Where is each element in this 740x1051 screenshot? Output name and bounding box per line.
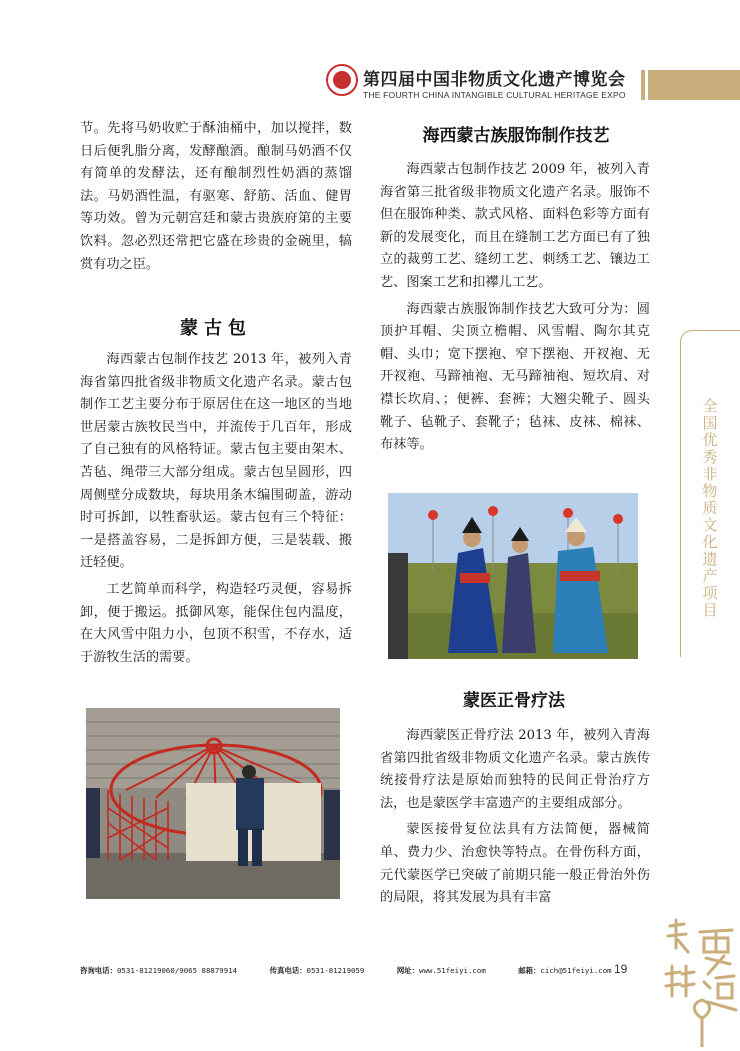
paragraph: 海西蒙古包制作技艺 2009 年，被列入青海省第三批省级非物质文化遗产名录。服饰不但在服饰种类、款式风格、面料色彩等方面有新的发展变化，而且在缝制工艺方面已有了独立的裁剪工艺、缝纫工艺、刺绣工艺、镶边工艺、图案工艺和扣襻儿工艺。 <box>380 162 650 290</box>
header-subtitle: THE FOURTH CHINA INTANGIBLE CULTURAL HERITAGE EXPO <box>363 90 626 100</box>
section-title-bone-setting: 蒙医正骨疗法 <box>463 691 565 711</box>
side-tab-label: 全国优秀非物质文化遗产项目 <box>702 397 718 619</box>
yurt-construction-photo <box>86 708 340 899</box>
footer-contact <box>80 965 640 976</box>
section-title-yurt: 蒙古包 <box>180 318 252 339</box>
section-title-costume: 海西蒙古族服饰制作技艺 <box>422 126 610 146</box>
expo-logo-icon <box>326 64 358 96</box>
fax-label: 传真电话： <box>269 966 307 975</box>
paragraph: 海西蒙古族服饰制作技艺大致可分为：圆顶护耳帽、尖顶立檐帽、风雪帽、陶尔其克帽、头巾；宽下摆袍、窄下摆袍、开衩袍、无开衩袍、马蹄袖袍、无马蹄袖袍、短坎肩、对襟长坎肩、；便裤、套裤；大翘尖靴子、圆头靴子、毡靴子、套靴子；毡袜、皮袜、棉袜、布袜等。 <box>380 301 650 453</box>
email-label: 邮箱： <box>518 966 541 975</box>
paragraph: 节。先将马奶收贮于酥油桶中，加以搅拌，数日后便乳脂分离，发酵酿酒。酿制马奶酒不仅有简单的发酵法，还有酿制烈性奶酒的蒸馏法。马奶酒性温，有驱寒、舒筋、活血、健胃等功效。曾为元朝宫廷和蒙古贵族府第的主要饮料。忽必烈还常把它盛在珍贵的金碗里，犒赏有功之臣。 <box>80 121 352 272</box>
yurt-photo-art <box>86 708 340 899</box>
left-column-body <box>80 349 352 669</box>
page-number: 19 <box>614 962 628 976</box>
header-accent-band <box>648 70 740 100</box>
calligraphy-logo-icon <box>664 918 740 1047</box>
paragraph: 蒙医接骨复位法具有方法简便，器械简单、费力少、治愈快等特点。在骨伤科方面，元代蒙医学已突破了前期只能一般正骨治外伤的局限，将其发展为具有丰富 <box>380 822 650 906</box>
phone-number: 0531-81219060/9065 88879914 <box>116 966 238 975</box>
fax-number: 0531-81219059 <box>306 966 365 975</box>
header-accent-stripe <box>641 70 645 100</box>
email-link[interactable]: cich@51feiyi.com <box>540 966 612 975</box>
header-title: 第四届中国非物质文化遗产博览会 <box>363 70 626 90</box>
paragraph: 工艺简单而科学，构造轻巧灵便，容易拆卸，便于搬运。抵御风寒，能保住包内温度，在大风雪中阻力小，包顶不积雪，不存水，适于游牧生活的需要。 <box>80 581 352 665</box>
costume-photo-art <box>388 493 638 659</box>
phone-label: 咨询电话： <box>80 966 117 975</box>
left-column-intro <box>80 118 352 276</box>
web-label: 网址： <box>396 966 420 975</box>
right-column-bone-setting <box>380 725 650 910</box>
paragraph: 海西蒙古包制作技艺 2013 年，被列入青海省第四批省级非物质文化遗产名录。蒙古包制作工艺主要分布于原居住在这一地区的当地世居蒙古族牧民当中，并流传于几百年，形成了自己独有的风格特证。蒙古包主要由架木、苫毡、绳带三大部分组成。蒙古包呈圆形，四周侧壁分成数块，每块用条木编围砌盖，游动时可拆卸，以牲畜驮运。蒙古包有三个特征：一是搭盖容易，二是拆卸方便，三是装载、搬迁轻便。 <box>80 352 352 571</box>
paragraph: 海西蒙医正骨疗法 2013 年，被列入青海省第四批省级非物质文化遗产名录。蒙古族传统接骨疗法是原始而独特的民间正骨治疗方法，也是蒙医学丰富遗产的主要组成部分。 <box>380 728 650 811</box>
right-column-costume <box>380 159 650 457</box>
mongolian-costume-photo <box>388 493 638 659</box>
website-link[interactable]: www.51feiyi.com <box>419 966 486 975</box>
